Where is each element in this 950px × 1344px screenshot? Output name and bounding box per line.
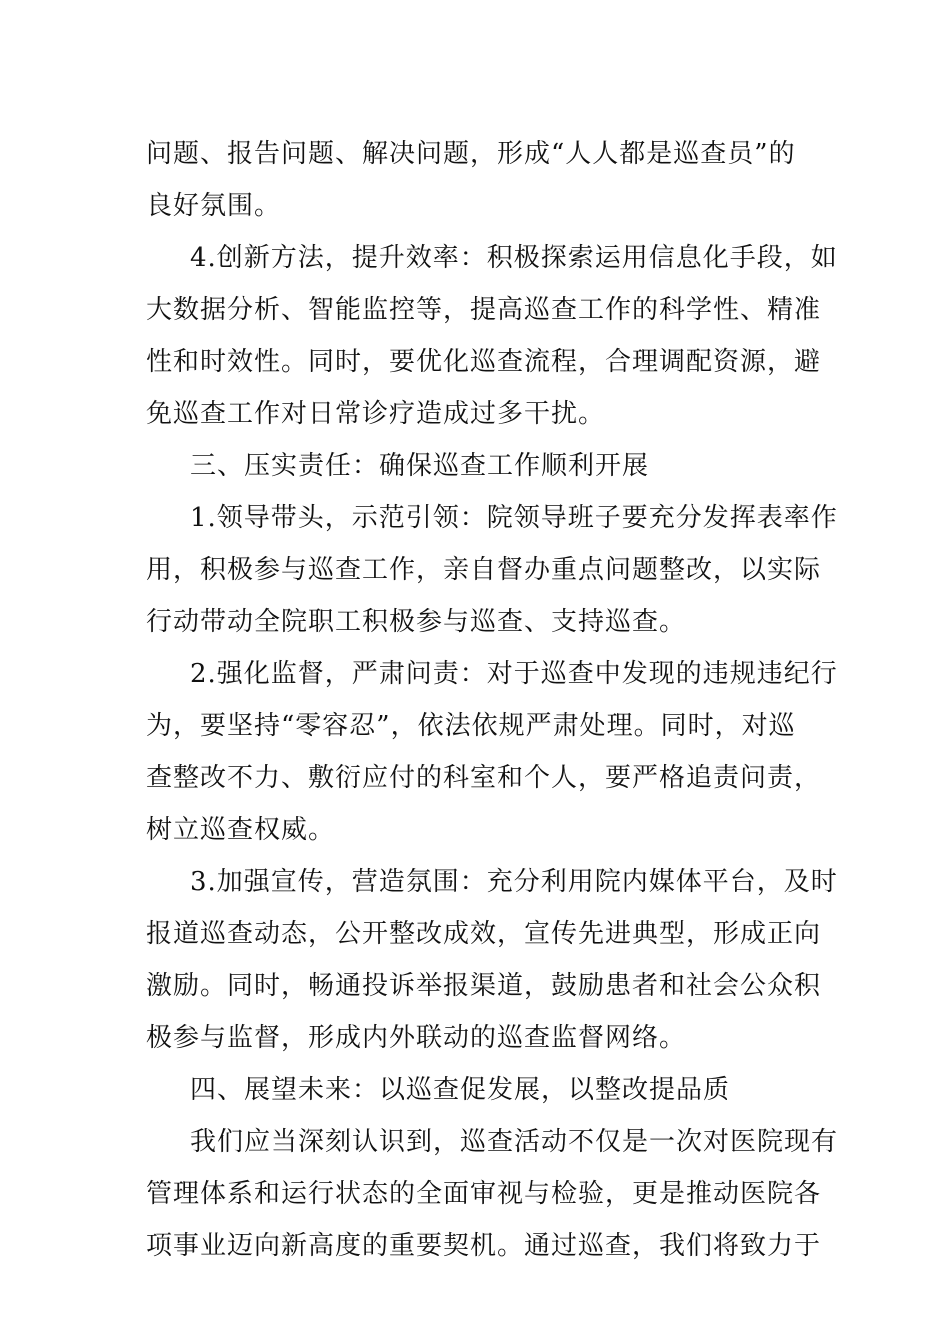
text-line: 为，要坚持“零容忍”，依法依规严肃处理。同时，对巡 (146, 711, 796, 741)
text-line: 2.强化监督，严肃问责：对于巡查中发现的违规违纪行 (190, 659, 838, 689)
text-line: 用，积极参与巡查工作，亲自督办重点问题整改，以实际 (146, 555, 822, 585)
text-line: 项事业迈向新高度的重要契机。通过巡查，我们将致力于 (146, 1231, 822, 1261)
text-line: 行动带动全院职工积极参与巡查、支持巡查。 (146, 607, 687, 637)
text-line: 免巡查工作对日常诊疗造成过多干扰。 (146, 399, 606, 429)
section-heading: 三、压实责任：确保巡查工作顺利开展 (190, 451, 650, 481)
text-line: 3.加强宣传，营造氛围：充分利用院内媒体平台，及时 (190, 867, 838, 897)
text-line: 我们应当深刻认识到，巡查活动不仅是一次对医院现有 (190, 1127, 839, 1157)
text-line: 4.创新方法，提升效率：积极探索运用信息化手段，如 (190, 243, 838, 273)
text-line: 大数据分析、智能监控等，提高巡查工作的科学性、精准 (146, 295, 822, 325)
text-line: 激励。同时，畅通投诉举报渠道，鼓励患者和社会公众积 (146, 971, 822, 1001)
document-body (146, 128, 839, 1272)
text-line: 报道巡查动态，公开整改成效，宣传先进典型，形成正向 (146, 919, 822, 949)
text-line: 良好氛围。 (146, 191, 282, 221)
text-line: 查整改不力、敷衍应付的科室和个人，要严格追责问责， (146, 763, 822, 793)
text-line: 1.领导带头，示范引领：院领导班子要充分发挥表率作 (190, 503, 838, 533)
text-line: 树立巡查权威。 (146, 815, 336, 845)
text-line: 管理体系和运行状态的全面审视与检验，更是推动医院各 (146, 1179, 822, 1209)
text-line: 问题、报告问题、解决问题，形成“人人都是巡查员”的 (146, 139, 796, 169)
text-line: 性和时效性。同时，要优化巡查流程，合理调配资源，避 (146, 347, 822, 377)
text-line: 极参与监督，形成内外联动的巡查监督网络。 (146, 1023, 687, 1053)
section-heading: 四、展望未来：以巡查促发展，以整改提品质 (190, 1075, 731, 1105)
